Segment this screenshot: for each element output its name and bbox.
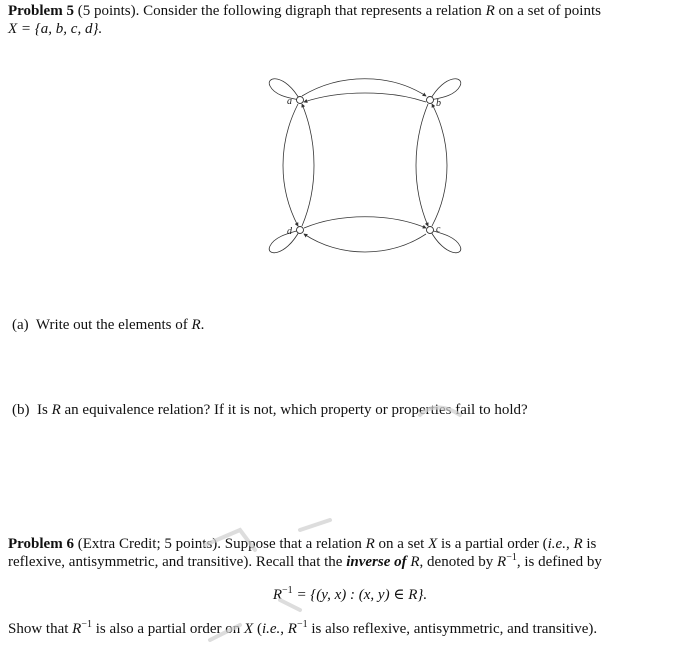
relation-symbol: R — [410, 554, 420, 570]
relation-symbol: R — [287, 621, 297, 637]
edge-d-c — [304, 217, 426, 228]
problem6-text: on a set — [378, 536, 425, 552]
relation-symbol: R — [72, 621, 82, 637]
problem5-line2 — [8, 20, 692, 38]
problem5-text: Consider the following digraph that represents a relation — [143, 3, 482, 19]
loop-a — [269, 79, 300, 100]
inverse-formula — [8, 586, 692, 604]
problem6-text: , — [565, 536, 570, 552]
node-label-a: a — [287, 96, 292, 107]
node-a — [297, 97, 304, 104]
relation-symbol: R — [191, 317, 201, 333]
relation-symbol: R — [573, 536, 583, 552]
edge-d-a — [302, 104, 314, 226]
set-definition: = {a, b, c, d}. — [17, 21, 103, 37]
part-a — [12, 316, 692, 334]
part-a-text: Write out the elements of — [35, 317, 188, 333]
part-b-text-start: Is — [37, 402, 48, 418]
inverse-superscript: −1 — [506, 552, 517, 563]
problem6-line4 — [8, 620, 692, 638]
edge-a-d — [283, 104, 298, 226]
part-a-end: . — [200, 317, 205, 333]
problem6-text: is a partial order ( — [441, 536, 548, 552]
problem5-title: Problem 5 — [8, 3, 74, 19]
node-label-c: c — [436, 224, 441, 235]
relation-symbol: R — [272, 587, 283, 603]
edge-b-a — [304, 93, 426, 102]
edge-a-b — [302, 79, 426, 96]
loop-b — [430, 79, 461, 100]
problem6-text: is also reflexive, antisymmetric, and transitive). — [311, 621, 598, 637]
formula-text: = {(y, x) : (x, y) ∈ R}. — [296, 587, 428, 603]
problem6-text: reflexive, antisymmetric, and transitive). Recall that the — [8, 554, 343, 570]
ie-abbrev: i.e. — [547, 536, 566, 552]
problem6-text: Suppose that a relation — [224, 536, 362, 552]
problem6-line2 — [8, 553, 692, 571]
node-label-d: d — [287, 226, 292, 237]
node-label-b: b — [436, 98, 441, 109]
part-b — [12, 401, 692, 419]
problem5-line1 — [8, 2, 692, 20]
loop-c — [430, 230, 461, 253]
ie-abbrev: i.e. — [261, 621, 281, 637]
relation-symbol: R — [51, 402, 61, 418]
inverse-superscript: −1 — [296, 619, 308, 630]
inverse-of-term: inverse of — [346, 554, 407, 570]
problem6-text: , is defined by — [516, 554, 602, 570]
problem6-text: , denoted by — [419, 554, 494, 570]
problem6-text: Show that — [8, 621, 69, 637]
inverse-superscript: −1 — [282, 585, 293, 596]
set-symbol: X — [8, 21, 18, 37]
problem6-title: Problem 6 — [8, 536, 74, 552]
part-a-label: (a) — [12, 317, 29, 333]
set-symbol: X — [428, 536, 438, 552]
problem6-text: , — [280, 621, 285, 637]
problem6-text: ( — [256, 621, 262, 637]
relation-symbol: R — [485, 3, 495, 19]
problem6-text: is — [586, 536, 597, 552]
node-d — [297, 227, 304, 234]
relation-digraph — [260, 68, 470, 268]
problem6-line1 — [8, 535, 692, 553]
edge-c-b — [432, 104, 447, 226]
problem5-text-end: on a set of points — [498, 3, 601, 19]
relation-symbol: R — [365, 536, 375, 552]
node-c — [427, 227, 434, 234]
problem6-subtitle: (Extra Credit; 5 points). — [77, 536, 222, 552]
problem6-text: is also a partial order on — [95, 621, 241, 637]
relation-symbol: R — [497, 554, 507, 570]
problem5-points: (5 points). — [77, 3, 140, 19]
edge-c-d — [304, 234, 426, 252]
inverse-superscript: −1 — [81, 619, 92, 630]
part-b-label: (b) — [12, 402, 30, 418]
edge-b-c — [416, 104, 428, 226]
loop-d — [269, 230, 300, 253]
node-b — [427, 97, 434, 104]
set-symbol: X — [244, 621, 254, 637]
part-b-text-end: an equivalence relation? If it is not, which property or properties fail to hold? — [64, 402, 528, 418]
